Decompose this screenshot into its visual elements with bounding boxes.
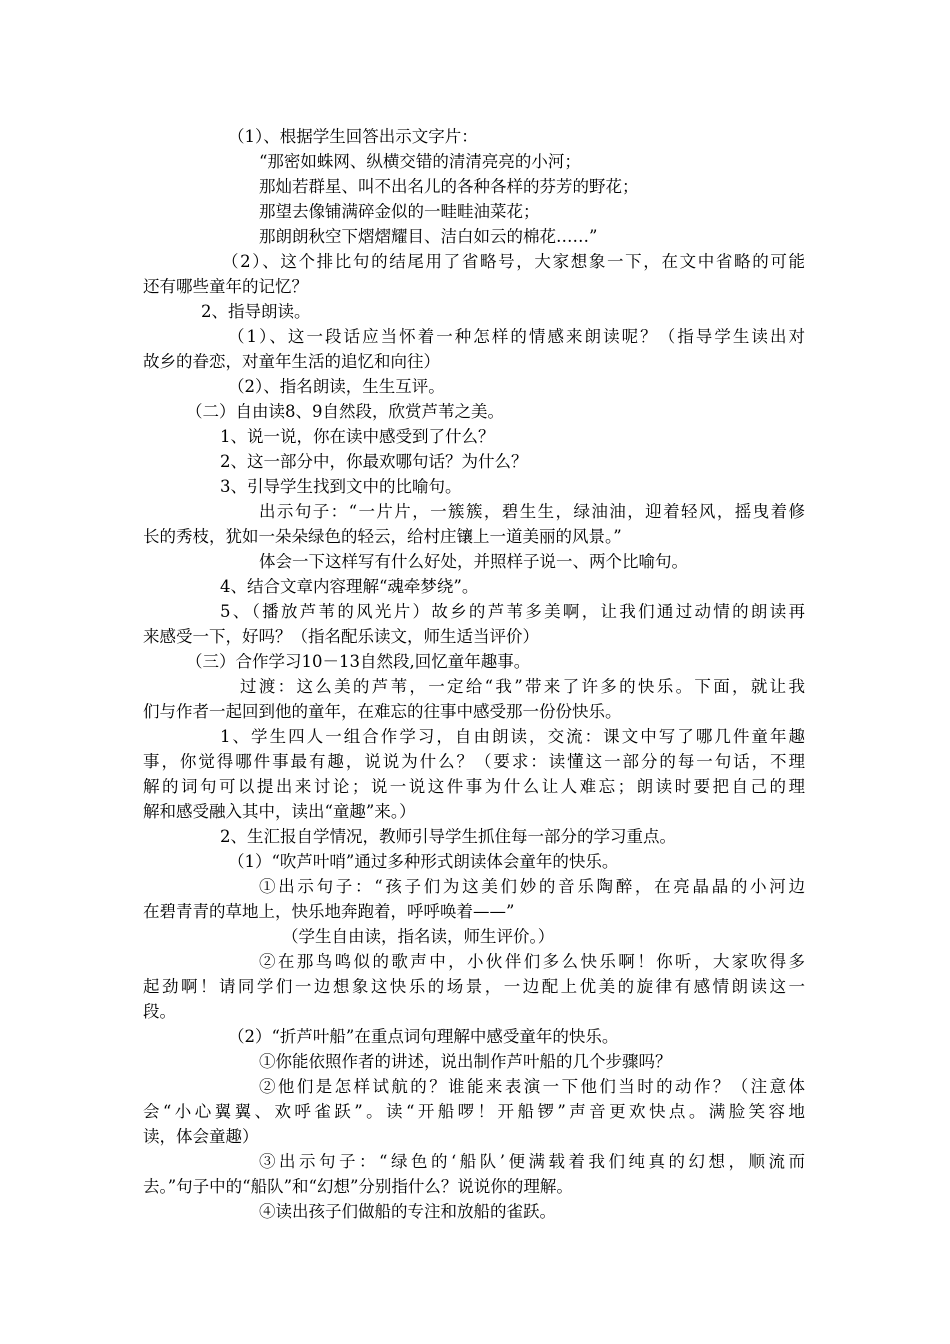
text-line: 那灿若群星、叫不出名儿的各种各样的芬芳的野花； [259,177,639,196]
text-line: 解和感受融入其中，读出“童趣”来。） [143,802,416,821]
text-line: （2）、指名朗读，生生互评。 [228,377,445,396]
section-heading: （三）合作学习10－13自然段,回忆童年趣事。 [186,652,531,671]
text-line: 段。 [143,1002,176,1021]
text-line: 2、指导朗读。 [201,302,311,321]
text-line: 解的词句可以提出来讨论；说一说这件事为什么让人难忘；朗读时要把自己的理 [143,777,805,796]
text-line: 事，你觉得哪件事最有趣，说说为什么？（要求：读懂这一部分的每一句话，不理 [143,752,805,771]
text-line: 读，体会童趣） [143,1127,259,1146]
text-line: 出示句子：“一片片，一簇簇，碧生生，绿油油，迎着轻风，摇曳着修 [259,502,805,521]
text-line: 3、引导学生找到文中的比喻句。 [220,477,462,496]
text-line: 体会一下这样写有什么好处，并照样子说一、两个比喻句。 [259,552,688,571]
text-line: 在碧青青的草地上，快乐地奔跑着，呼呼唤着——” [143,902,515,921]
text-line: ④读出孩子们做船的专注和放船的雀跃。 [259,1202,556,1221]
text-line: （1）、这一段话应当怀着一种怎样的情感来朗读呢？（指导学生读出对 [228,327,805,346]
text-line: 5、（播放芦苇的风光片）故乡的芦苇多美啊，让我们通过动情的朗读再 [220,602,805,621]
text-line: ②在那鸟鸣似的歌声中，小伙伴们多么快乐啊！你听，大家吹得多 [259,952,805,971]
text-line: 会“小心翼翼、欢呼雀跃”。读“开船啰！开船锣”声音更欢快点。满脸笑容地 [143,1102,805,1121]
text-line: 那望去像铺满碎金似的一畦畦油菜花； [259,202,540,221]
text-line: 起劲啊！请同学们一边想象这快乐的场景，一边配上优美的旋律有感情朗读这一 [143,977,805,996]
text-line: 1、学生四人一组合作学习，自由朗读，交流：课文中写了哪几件童年趣 [220,727,805,746]
text-line: （学生自由读，指名读，师生评价。） [282,927,555,946]
text-line: 故乡的眷恋，对童年生活的追忆和向往） [143,352,440,371]
text-line: 去。”句子中的“船队”和“幻想”分别指什么？说说你的理解。 [143,1177,573,1196]
text-line: 还有哪些童年的记忆？ [143,277,308,296]
text-line: 来感受一下，好吗？（指名配乐读文，师生适当评价） [143,627,539,646]
text-line: 4、结合文章内容理解“魂牵梦绕”。 [220,577,479,596]
text-line: ③出示句子：“绿色的‘船队’便满载着我们纯真的幻想，顺流而 [259,1152,805,1171]
text-line: 们与作者一起回到他的童年，在难忘的往事中感受那一份份快乐。 [143,702,622,721]
text-line: （1）、根据学生回答出示文字片： [228,127,478,146]
section-heading: （二）自由读8、9自然段，欣赏芦苇之美。 [186,402,504,421]
text-line: 过渡：这么美的芦苇，一定给“我”带来了许多的快乐。下面，就让我 [240,677,805,696]
text-line: （1）“吹芦叶哨”通过多种形式朗读体会童年的快乐。 [228,852,619,871]
text-line: 长的秀枝，犹如一朵朵绿色的轻云，给村庄镶上一道美丽的风景。” [143,527,622,546]
text-line: （2）、这个排比句的结尾用了省略号，大家想象一下，在文中省略的可能 [222,252,805,271]
text-line: 2、这一部分中，你最欢哪句话？为什么？ [220,452,528,471]
text-line: ①出示句子：“孩子们为这美们妙的音乐陶醉，在亮晶晶的小河边 [259,877,805,896]
text-line: 那朗朗秋空下熠熠耀目、洁白如云的棉花……” [259,227,598,246]
text-line: （2）“折芦叶船”在重点词句理解中感受童年的快乐。 [228,1027,619,1046]
text-line: “那密如蛛网、纵横交错的清清亮亮的小河； [259,152,581,171]
text-line: 1、说一说，你在读中感受到了什么？ [220,427,495,446]
text-line: ②他们是怎样试航的？谁能来表演一下他们当时的动作？（注意体 [259,1077,805,1096]
text-line: ①你能依照作者的讲述，说出制作芦叶船的几个步骤吗？ [259,1052,672,1071]
text-line: 2、生汇报自学情况，教师引导学生抓住每一部分的学习重点。 [220,827,676,846]
